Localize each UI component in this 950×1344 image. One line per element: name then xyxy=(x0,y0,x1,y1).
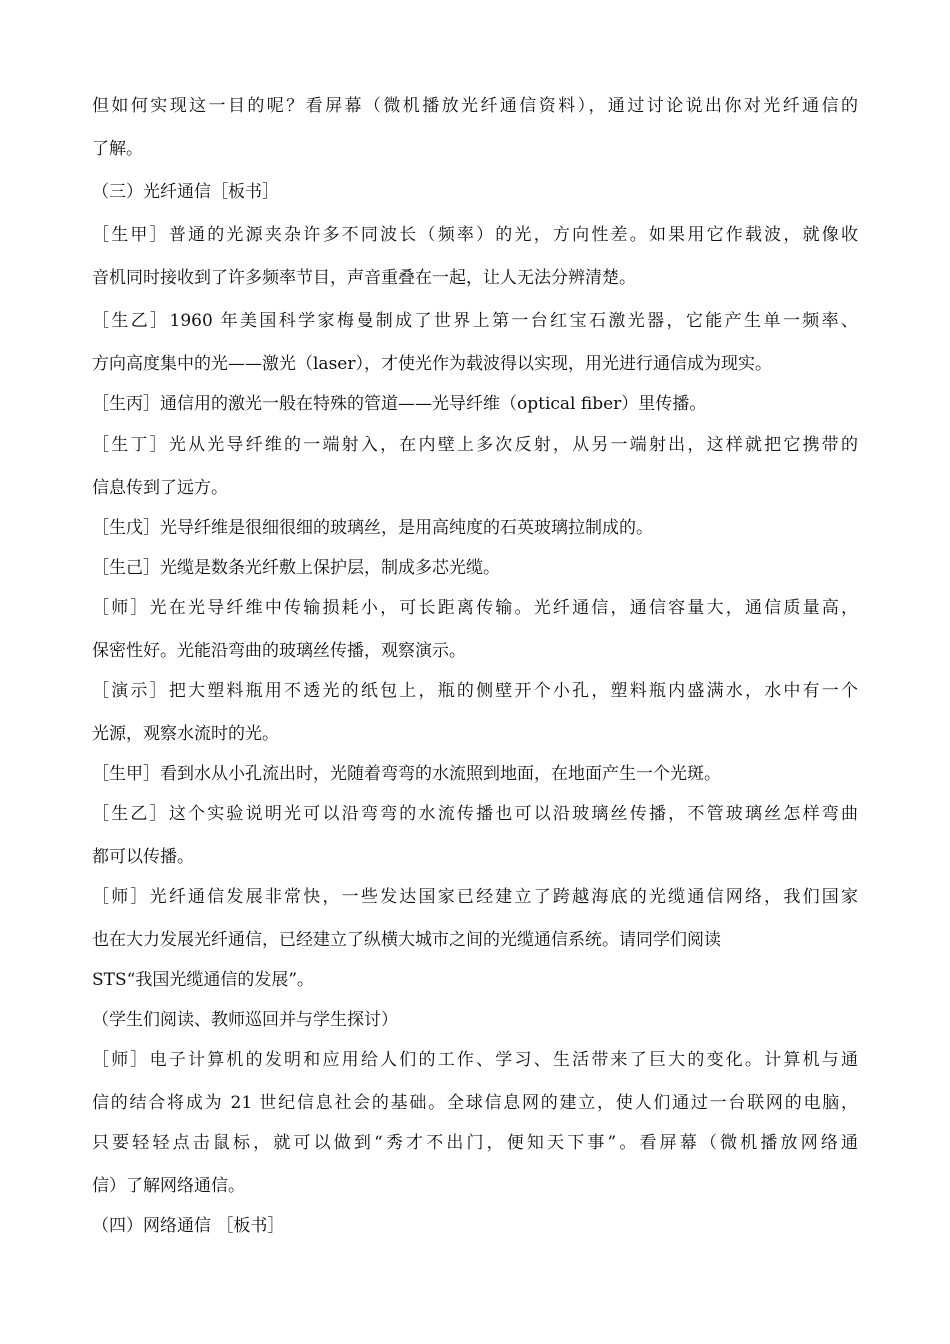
text-line: ［师］电子计算机的发明和应用给人们的工作、学习、生活带来了巨大的变化。计算机与通 xyxy=(92,1050,858,1070)
text-line: ［师］光纤通信发展非常快，一些发达国家已经建立了跨越海底的光缆通信网络，我们国家 xyxy=(92,887,858,907)
section-heading-network: （四）网络通信 ［板书］ xyxy=(92,1216,285,1236)
text-line: 了解。 xyxy=(92,139,143,159)
text-line: 方向高度集中的光——激光（laser），才使光作为载波得以实现，用光进行通信成为现实。 xyxy=(92,354,772,374)
text-line: 只要轻轻点击鼠标，就可以做到“秀才不出门，便知天下事”。看屏幕（微机播放网络通 xyxy=(92,1133,858,1153)
text-line: 光源，观察水流时的光。 xyxy=(92,724,279,744)
text-line: ［生戊］光导纤维是很细很细的玻璃丝，是用高纯度的石英玻璃拉制成的。 xyxy=(92,518,653,538)
text-line: 信）了解网络通信。 xyxy=(92,1176,245,1196)
text-line: ［师］光在光导纤维中传输损耗小，可长距离传输。光纤通信，通信容量大，通信质量高， xyxy=(92,598,858,618)
text-line: 音机同时接收到了许多频率节目，声音重叠在一起，让人无法分辨清楚。 xyxy=(92,268,636,288)
text-line: （学生们阅读、教师巡回并与学生探讨） xyxy=(92,1010,398,1030)
text-line: ［生丙］通信用的激光一般在特殊的管道——光导纤维（optical fiber）里传播。 xyxy=(92,394,707,414)
text-line: ［演示］把大塑料瓶用不透光的纸包上，瓶的侧壁开个小孔，塑料瓶内盛满水，水中有一个 xyxy=(92,681,858,701)
text-line: ［生甲］普通的光源夹杂许多不同波长（频率）的光，方向性差。如果用它作载波，就像收 xyxy=(92,225,858,245)
section-heading-optical-fiber: （三）光纤通信［板书］ xyxy=(92,182,279,202)
text-line: 但如何实现这一目的呢？看屏幕（微机播放光纤通信资料），通过讨论说出你对光纤通信的 xyxy=(92,96,858,116)
text-line: 信息传到了远方。 xyxy=(92,478,228,498)
text-line: 保密性好。光能沿弯曲的玻璃丝传播，观察演示。 xyxy=(92,641,466,661)
text-line: ［生己］光缆是数条光纤敷上保护层，制成多芯光缆。 xyxy=(92,558,500,578)
text-line: ［生甲］看到水从小孔流出时，光随着弯弯的水流照到地面，在地面产生一个光斑。 xyxy=(92,764,721,784)
text-line: ［生乙］1960 年美国科学家梅曼制成了世界上第一台红宝石激光器，它能产生单一频率、 xyxy=(92,311,858,331)
text-line: ［生丁］光从光导纤维的一端射入，在内壁上多次反射，从另一端射出，这样就把它携带的 xyxy=(92,435,858,455)
text-line: STS“我国光缆通信的发展”。 xyxy=(92,970,315,990)
text-line: 也在大力发展光纤通信，已经建立了纵横大城市之间的光缆通信系统。请同学们阅读 xyxy=(92,930,721,950)
text-line: 信的结合将成为 21 世纪信息社会的基础。全球信息网的建立，使人们通过一台联网的电脑， xyxy=(92,1093,858,1113)
text-line: 都可以传播。 xyxy=(92,847,194,867)
text-line: ［生乙］这个实验说明光可以沿弯弯的水流传播也可以沿玻璃丝传播，不管玻璃丝怎样弯曲 xyxy=(92,804,858,824)
